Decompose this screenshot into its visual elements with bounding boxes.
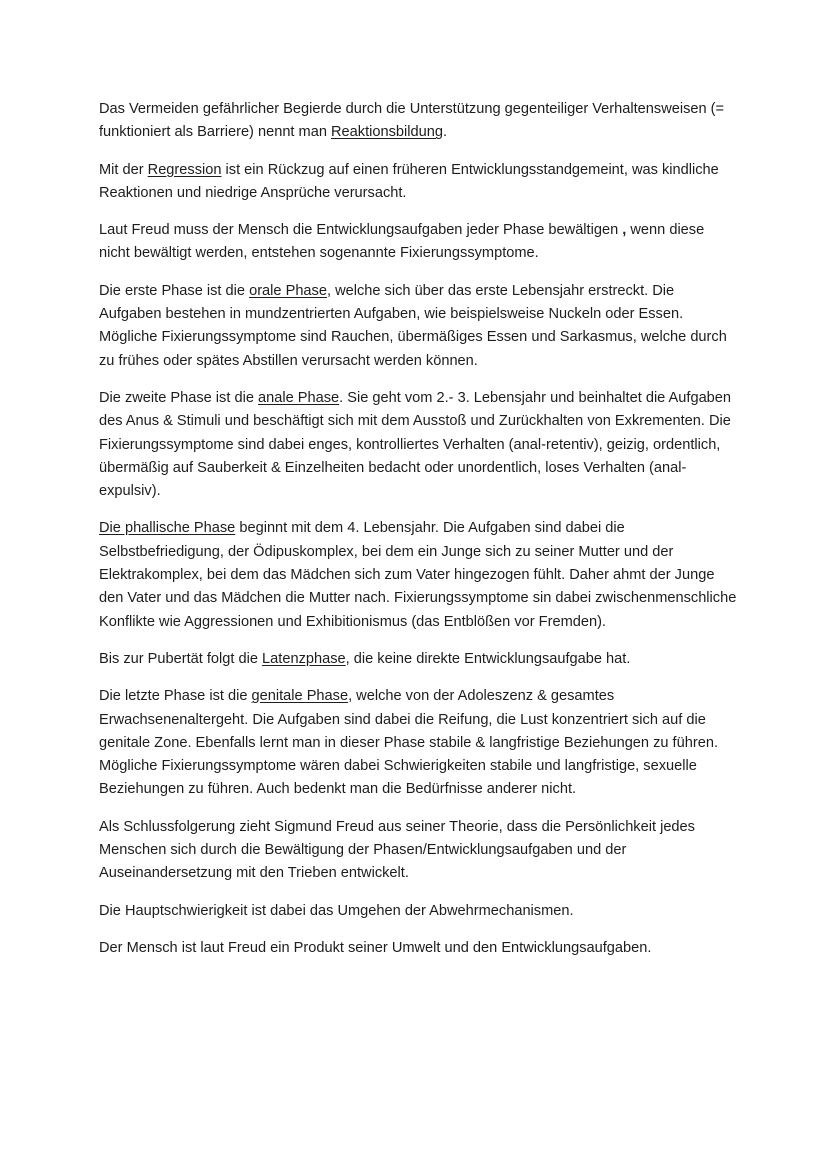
paragraph-text: wenn diese nicht bewältigt werden, entstehen sogenannte Fixierungssymptome. [99, 222, 705, 262]
paragraph-orale-phase [99, 280, 739, 373]
term-reaktionsbildung: Reaktionsbildung [331, 124, 443, 141]
term-orale-phase: orale Phase [249, 282, 327, 299]
paragraph-text: Die erste Phase ist die [99, 282, 250, 299]
paragraph-text: Die letzte Phase ist die [99, 688, 252, 705]
term-genitale-phase: genitale Phase [251, 688, 349, 705]
paragraph-text: . [442, 124, 448, 141]
paragraph-text: ist ein Rückzug auf einen früheren Entwicklungsstandgemeint, was kindliche Reaktionen und niedrige Ansprüche verursacht. [99, 161, 719, 201]
paragraph-genitale-phase [99, 685, 739, 801]
paragraph-schlussfolgerung: Als Schlussfolgerung zieht Sigmund Freud aus seiner Theorie, dass die Persönlichkeit jedes Menschen sich durch die Bewältigung der Phasen/Entwicklungsaufgaben und der Auseinandersetzung mit den Trieben entwickelt. [99, 818, 695, 882]
term-regression: Regression [147, 161, 222, 178]
paragraph-text: Mit der [99, 161, 148, 178]
paragraph-phallische-phase [99, 517, 739, 633]
term-anale-phase: anale Phase [258, 389, 340, 406]
paragraph-hauptschwierigkeit: Die Hauptschwierigkeit ist dabei das Umgehen der Abwehrmechanismen. [99, 902, 574, 919]
paragraph-text: . Sie geht vom 2.- 3. Lebensjahr und beinhaltet die Aufgaben des Anus & Stimuli und beschäftigt sich mit dem Ausstoß und Zurückhalten von Exkrementen. Die Fixierungssymptome sind dabei enges, kontrolliertes Verhalten (anal-retentiv), geizig, ordentlich, übermäßig auf Sauberkeit & Einzelheiten bedacht oder unordentlich, loses Verhalten (anal-expulsiv). [99, 389, 732, 500]
paragraph-latenzphase [99, 648, 739, 671]
paragraph-anale-phase [99, 387, 739, 503]
term-phallische-phase: Die phallische Phase [99, 520, 236, 537]
paragraph-entwicklungsaufgaben [99, 219, 739, 266]
paragraph-regression [99, 159, 739, 206]
paragraph-fazit: Der Mensch ist laut Freud ein Produkt seiner Umwelt und den Entwicklungsaufgaben. [99, 939, 652, 956]
paragraph-text: Die zweite Phase ist die [99, 389, 258, 406]
paragraph-text: beginnt mit dem 4. Lebensjahr. Die Aufgaben sind dabei die Selbstbefriedigung, der Ödipuskomplex, bei dem ein Junge sich zu seiner Mutter und der Elektrakomplex, bei dem das Mädchen sich zum Vater hingezogen fühlt. Daher ahmt der Junge den Vater und das Mädchen die Mutter nach. Fixierungssymptome sin dabei zwischenmenschliche Konflikte wie Aggressionen und Exhibitionismus (das Entblößen vor Fremden). [99, 520, 737, 630]
document-body [99, 98, 739, 974]
paragraph-text: , welche sich über das erste Lebensjahr erstreckt. Die Aufgaben bestehen in mundzentrierten Aufgaben, wie beispielsweise Nuckeln oder Essen. Mögliche Fixierungssymptome sind Rauchen, übermäßiges Essen und Sarkasmus, welche durch zu frühes oder spätes Abstillen verursacht werden können. [99, 282, 727, 369]
paragraph-text: Das Vermeiden gefährlicher Begierde durch die Unterstützung gegenteiliger Verhaltensweisen (= funktioniert als Barriere) nennt man [99, 101, 725, 141]
paragraph-text: , die keine direkte Entwicklungsaufgabe hat. [345, 650, 631, 667]
paragraph-text: , welche von der Adoleszenz & gesamtes Erwachsenenaltergeht. Die Aufgaben sind dabei die Reifung, die Lust konzentriert sich auf die genitale Zone. Ebenfalls lernt man in dieser Phase stabile & langfristige Beziehungen zu führen. Mögliche Fixierungssymptome wären dabei Schwierigkeiten stabile und langfristige, sexuelle Beziehungen zu führen. Auch bedenkt man die Bedürfnisse anderer nicht. [99, 688, 718, 798]
paragraph-reaktionsbildung [99, 98, 739, 145]
bold-comma: , [622, 222, 627, 239]
paragraph-text: Laut Freud muss der Mensch die Entwicklungsaufgaben jeder Phase bewältigen [99, 222, 623, 239]
paragraph-text: Bis zur Pubertät folgt die [99, 650, 263, 667]
term-latenzphase: Latenzphase [262, 650, 346, 667]
